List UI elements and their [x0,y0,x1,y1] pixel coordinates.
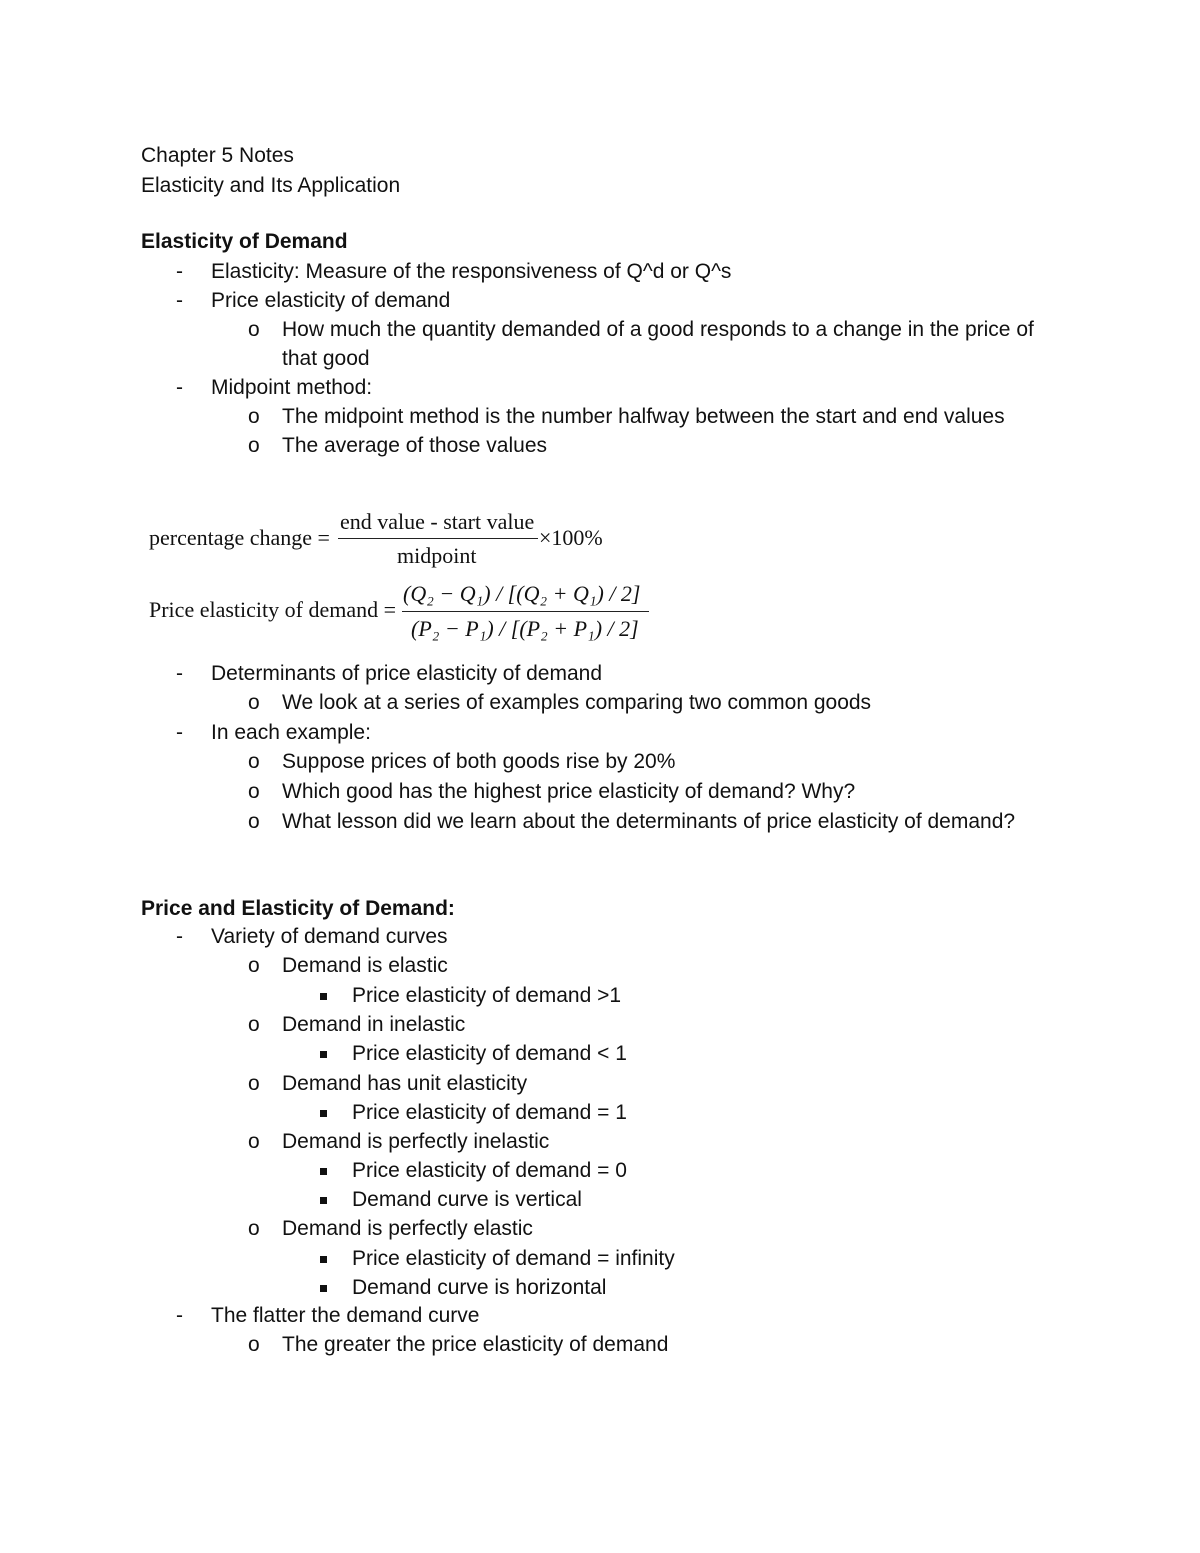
section-heading-price-elasticity: Price and Elasticity of Demand: [141,897,455,920]
formula-ped-denominator: (P₂ − P₁) / [(P₂ + P₁) / 2] [411,616,639,641]
list-item: Price elasticity of demand = 0 [352,1159,627,1182]
list-item: The greater the price elasticity of demand [282,1333,669,1356]
circle-bullet: o [248,1013,260,1036]
square-bullet-icon [320,1256,327,1263]
square-bullet-icon [320,1285,327,1292]
dash-bullet: - [176,662,183,685]
formula-pct-label: percentage change = [149,525,330,550]
formula-ped-numerator: (Q₂ − Q₁) / [(Q₂ + Q₁) / 2] [403,581,641,606]
list-item: Demand is elastic [282,954,448,977]
list-item: The flatter the demand curve [211,1304,480,1327]
list-item: Price elasticity of demand = 1 [352,1101,627,1124]
dash-bullet: - [176,925,183,948]
list-item: What lesson did we learn about the determinants of price elasticity of demand? [282,810,1016,833]
circle-bullet: o [248,1217,260,1240]
dash-bullet: - [176,376,183,399]
doc-title: Chapter 5 Notes [141,144,294,167]
fraction-bar [402,611,649,612]
list-item: Price elasticity of demand = infinity [352,1247,675,1270]
dash-bullet: - [176,260,183,283]
circle-bullet: o [248,318,260,341]
formula-pct-multiplier: ×100% [539,525,603,550]
list-item: Demand curve is horizontal [352,1276,607,1299]
dash-bullet: - [176,289,183,312]
list-item: Price elasticity of demand < 1 [352,1042,627,1065]
square-bullet-icon [320,1051,327,1058]
list-item: The average of those values [282,434,548,457]
list-item: In each example: [211,721,371,744]
circle-bullet: o [248,810,260,833]
formula-ped-label: Price elasticity of demand = [149,597,396,622]
list-item: We look at a series of examples comparing two common goods [282,691,872,714]
list-item-continuation: that good [282,347,370,370]
square-bullet-icon [320,1110,327,1117]
circle-bullet: o [248,954,260,977]
circle-bullet: o [248,1333,260,1356]
circle-bullet: o [248,405,260,428]
list-item: Suppose prices of both goods rise by 20% [282,750,676,773]
circle-bullet: o [248,780,260,803]
square-bullet-icon [320,1197,327,1204]
formula-pct-numerator: end value - start value [340,509,535,534]
list-item: Price elasticity of demand >1 [352,984,622,1007]
circle-bullet: o [248,434,260,457]
circle-bullet: o [248,750,260,773]
formula-pct-denominator: midpoint [397,543,477,568]
fraction-bar [338,538,538,539]
list-item: The midpoint method is the number halfway between the start and end values [282,405,1005,428]
section-heading-elasticity: Elasticity of Demand [141,230,348,253]
list-item: Variety of demand curves [211,925,448,948]
list-item: How much the quantity demanded of a good responds to a change in the price of [282,318,1034,341]
list-item: Demand has unit elasticity [282,1072,528,1095]
list-item: Midpoint method: [211,376,373,399]
list-item: Price elasticity of demand [211,289,451,312]
circle-bullet: o [248,1072,260,1095]
list-item: Elasticity: Measure of the responsiveness of Q^d or Q^s [211,260,732,283]
square-bullet-icon [320,1168,327,1175]
list-item: Demand curve is vertical [352,1188,582,1211]
square-bullet-icon [320,993,327,1000]
dash-bullet: - [176,1304,183,1327]
list-item: Determinants of price elasticity of demand [211,662,603,685]
list-item: Demand in inelastic [282,1013,466,1036]
dash-bullet: - [176,721,183,744]
list-item: Demand is perfectly elastic [282,1217,533,1240]
list-item: Demand is perfectly inelastic [282,1130,550,1153]
circle-bullet: o [248,1130,260,1153]
circle-bullet: o [248,691,260,714]
doc-subtitle: Elasticity and Its Application [141,174,401,197]
list-item: Which good has the highest price elasticity of demand? Why? [282,780,856,803]
